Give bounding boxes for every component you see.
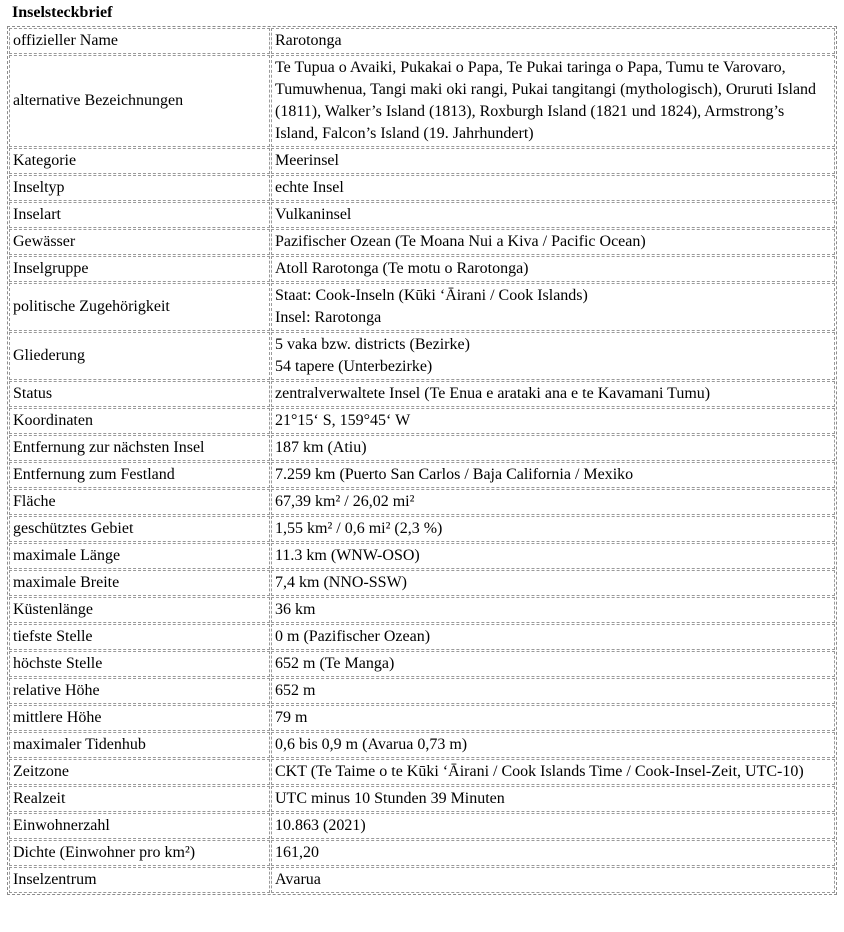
row-value: CKT (Te Taime o te Kūki ‘Āirani / Cook Islands Time / Cook-Insel-Zeit, UTC-10) bbox=[271, 759, 835, 785]
table-row bbox=[9, 651, 835, 677]
table-row bbox=[9, 543, 835, 569]
row-value: 79 m bbox=[271, 705, 835, 731]
row-label: höchste Stelle bbox=[9, 651, 270, 677]
row-value: Te Tupua o Avaiki, Pukakai o Papa, Te Pukai taringa o Papa, Tumu te Varovaro, Tumuwhenua, Tangi maki oki rangi, Pukai tangitangi (mythologisch), Oruruti Island (1811), Walker’s Island (1813), Roxburgh Island (1821 und 1824), Armstrong’s Island, Falcon’s Island (19. Jahrhundert) bbox=[271, 55, 835, 147]
row-label: tiefste Stelle bbox=[9, 624, 270, 650]
row-value: 11.3 km (WNW-OSO) bbox=[271, 543, 835, 569]
island-profile-table bbox=[7, 26, 837, 895]
document-title: Inselsteckbrief bbox=[12, 4, 113, 21]
row-label: Realzeit bbox=[9, 786, 270, 812]
row-value: 0,6 bis 0,9 m (Avarua 0,73 m) bbox=[271, 732, 835, 758]
table-row bbox=[9, 256, 835, 282]
row-label: maximale Breite bbox=[9, 570, 270, 596]
row-label: Koordinaten bbox=[9, 408, 270, 434]
row-value: Rarotonga bbox=[271, 28, 835, 54]
row-value: echte Insel bbox=[271, 175, 835, 201]
table-row bbox=[9, 597, 835, 623]
table-row bbox=[9, 840, 835, 866]
row-label: Inselart bbox=[9, 202, 270, 228]
table-row bbox=[9, 148, 835, 174]
row-label: Inselzentrum bbox=[9, 867, 270, 893]
table-row bbox=[9, 28, 835, 54]
row-value: 10.863 (2021) bbox=[271, 813, 835, 839]
row-label: Gliederung bbox=[9, 332, 270, 380]
row-label: Entfernung zum Festland bbox=[9, 462, 270, 488]
row-label: mittlere Höhe bbox=[9, 705, 270, 731]
row-value: zentralverwaltete Insel (Te Enua e arataki ana e te Kavamani Tumu) bbox=[271, 381, 835, 407]
row-value: 5 vaka bzw. districts (Bezirke) 54 tapere (Unterbezirke) bbox=[271, 332, 835, 380]
row-value: 652 m bbox=[271, 678, 835, 704]
row-label: Inseltyp bbox=[9, 175, 270, 201]
row-label: maximale Länge bbox=[9, 543, 270, 569]
row-value: Meerinsel bbox=[271, 148, 835, 174]
row-label: Status bbox=[9, 381, 270, 407]
table-row bbox=[9, 489, 835, 515]
row-value: 7,4 km (NNO-SSW) bbox=[271, 570, 835, 596]
table-row bbox=[9, 516, 835, 542]
table-row bbox=[9, 202, 835, 228]
table-row bbox=[9, 813, 835, 839]
row-label: Küstenlänge bbox=[9, 597, 270, 623]
row-value: 36 km bbox=[271, 597, 835, 623]
row-value: 7.259 km (Puerto San Carlos / Baja California / Mexiko bbox=[271, 462, 835, 488]
row-label: offizieller Name bbox=[9, 28, 270, 54]
row-label: Zeitzone bbox=[9, 759, 270, 785]
table-row bbox=[9, 732, 835, 758]
row-label: maximaler Tidenhub bbox=[9, 732, 270, 758]
row-label: Kategorie bbox=[9, 148, 270, 174]
row-label: relative Höhe bbox=[9, 678, 270, 704]
table-row bbox=[9, 175, 835, 201]
row-value: Atoll Rarotonga (Te motu o Rarotonga) bbox=[271, 256, 835, 282]
row-label: Entfernung zur nächsten Insel bbox=[9, 435, 270, 461]
row-label: Fläche bbox=[9, 489, 270, 515]
row-value: Pazifischer Ozean (Te Moana Nui a Kiva / Pacific Ocean) bbox=[271, 229, 835, 255]
row-label: Gewässer bbox=[9, 229, 270, 255]
row-value: 21°15‘ S, 159°45‘ W bbox=[271, 408, 835, 434]
table-row bbox=[9, 624, 835, 650]
row-value: 187 km (Atiu) bbox=[271, 435, 835, 461]
table-row bbox=[9, 867, 835, 893]
row-label: alternative Bezeichnungen bbox=[9, 55, 270, 147]
row-value: 652 m (Te Manga) bbox=[271, 651, 835, 677]
row-label: Inselgruppe bbox=[9, 256, 270, 282]
table-row bbox=[9, 462, 835, 488]
row-label: geschütztes Gebiet bbox=[9, 516, 270, 542]
table-row bbox=[9, 570, 835, 596]
table-row bbox=[9, 283, 835, 331]
table-row bbox=[9, 678, 835, 704]
table-row bbox=[9, 759, 835, 785]
row-value: 1,55 km² / 0,6 mi² (2,3 %) bbox=[271, 516, 835, 542]
row-value: Staat: Cook-Inseln (Kūki ‘Āirani / Cook Islands) Insel: Rarotonga bbox=[271, 283, 835, 331]
table-body bbox=[9, 28, 835, 893]
row-value: Vulkaninsel bbox=[271, 202, 835, 228]
row-label: Dichte (Einwohner pro km²) bbox=[9, 840, 270, 866]
table-row bbox=[9, 332, 835, 380]
row-label: politische Zugehörigkeit bbox=[9, 283, 270, 331]
row-value: 161,20 bbox=[271, 840, 835, 866]
row-value: UTC minus 10 Stunden 39 Minuten bbox=[271, 786, 835, 812]
row-label: Einwohnerzahl bbox=[9, 813, 270, 839]
table-row bbox=[9, 786, 835, 812]
row-value: 67,39 km² / 26,02 mi² bbox=[271, 489, 835, 515]
table-row bbox=[9, 408, 835, 434]
row-value: 0 m (Pazifischer Ozean) bbox=[271, 624, 835, 650]
table-row bbox=[9, 55, 835, 147]
table-row bbox=[9, 705, 835, 731]
table-row bbox=[9, 435, 835, 461]
table-row bbox=[9, 229, 835, 255]
row-value: Avarua bbox=[271, 867, 835, 893]
table-row bbox=[9, 381, 835, 407]
